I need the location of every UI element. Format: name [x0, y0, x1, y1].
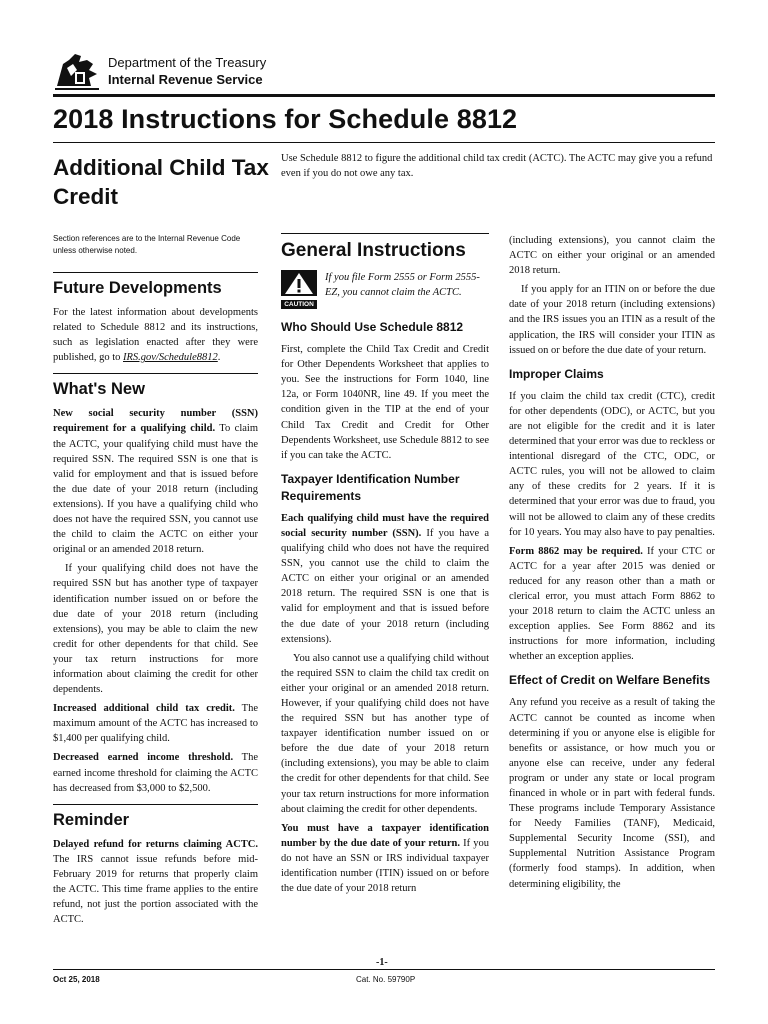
tin-other-paragraph: You also cannot use a qualifying child without the required SSN to claim the child tax credit on either your original or an amended 2018 return. However, if your qualifying child does not have the required SSN but has another type of taxpayer identification number issued on or before the due date of your 2018 return (including extensions), you may be able to claim the credit for other dependents for that child. See your tax return instructions for more information about claiming the credit for other dependents.: [281, 652, 489, 815]
decreased-threshold-paragraph: [53, 750, 258, 795]
future-developments-text: [53, 305, 258, 365]
form8862-paragraph: [509, 544, 715, 665]
caution-badge: [281, 270, 317, 309]
section-references-note: Section references are to the Internal Revenue Code unless otherwise noted.: [53, 234, 241, 255]
increased-credit-text: The maximum amount of the ACTC has increased to $1,400 per qualifying child.: [53, 703, 258, 745]
header-rule: [53, 94, 715, 97]
catalog-number: Cat. No. 59790P: [356, 975, 416, 984]
ssn-requirement-text: To claim the ACTC, your qualifying child must have the required SSN. The required SSN is one that is valid for employment and that is issued before the due date of your 2018 return (including extensions). If you have a qualifying child who does not have the required SSN, you cannot use the child to claim the ACTC on either your original or an amended 2018 return.: [53, 423, 258, 556]
form8862-lead: Form 8862 may be required.: [509, 545, 643, 557]
tin-due-date-paragraph: [281, 821, 489, 896]
future-developments-heading: Future Developments: [53, 272, 258, 299]
increased-credit-paragraph: [53, 701, 258, 746]
tin-ssn-lead: Each qualifying child must have the required social security number (SSN).: [281, 512, 489, 539]
itin-paragraph: If you apply for an ITIN on or before the due date of your 2018 return (including extensions) and the IRS issues you an ITIN as a result of the application, the IRS will consider your ITIN as issued on or before the due date of your return.: [509, 284, 715, 356]
welfare-benefits-heading: Effect of Credit on Welfare Benefits: [509, 673, 711, 688]
tin-requirements-heading: Taxpayer Identification Number Requirements: [281, 471, 460, 503]
delayed-refund-paragraph: [53, 837, 258, 928]
tin-due-date-text: If you do not have an SSN or IRS individual taxpayer identification number (ITIN) issued on or before the due date of your 2018 return: [281, 837, 490, 895]
reminder-heading: Reminder: [53, 804, 258, 831]
footer-rule: [53, 969, 715, 970]
document-subtitle: Additional Child Tax Credit: [53, 155, 269, 209]
agency-line-1: Department of the Treasury: [108, 55, 267, 70]
tin-due-date-lead: You must have a taxpayer identification number by the due date of your return.: [281, 822, 489, 849]
column-1: [53, 264, 258, 931]
title-rule: [53, 142, 715, 143]
irs-eagle-icon: [53, 50, 101, 92]
intro-paragraph: Use Schedule 8812 to figure the additional child tax credit (ACTC). The ACTC may give you a refund even if you do not owe any tax.: [281, 153, 713, 179]
caution-box: [281, 270, 489, 309]
decreased-threshold-lead: Decreased earned income threshold.: [53, 752, 234, 764]
tin-ssn-text: If you have a qualifying child who does not have the required SSN, you cannot use the child to claim the ACTC on either your original or an amended 2018 return. The required SSN is one that is valid for employment and that is issued before the due date of your 2018 return (including extensions).: [281, 527, 489, 645]
who-should-use-heading: Who Should Use Schedule 8812: [281, 320, 464, 335]
ssn-other-tin-paragraph: If your qualifying child does not have the required SSN but has another type of taxpayer identification number issued on or before the due date of your 2018 return (including extensions), you may be able to claim the new credit for other dependents for that child. See your tax return instructions for more information about claiming the credit for other dependents.: [53, 563, 258, 696]
future-text-end: .: [217, 352, 221, 364]
whats-new-heading: What's New: [53, 373, 258, 400]
caution-label: CAUTION: [281, 300, 317, 309]
delayed-refund-lead: Delayed refund for returns claiming ACTC.: [53, 838, 258, 850]
improper-claims-text: If you claim the child tax credit (CTC), credit for other dependents (ODC), or ACTC, but you are not eligible for the credit and it is later determined that your error was due to reckless or intentional disregard of the CTC, ODC, or ACTC rules, you will not be allowed to claim any of these credits for 2 years. If it is determined that your error was due to fraud, you will not be allowed to claim any of these credits for 10 years. You may also have to pay penalties.: [509, 390, 715, 538]
welfare-benefits-text: Any refund you receive as a result of taking the ACTC cannot be counted as income when determining if you or anyone else is eligible for benefits or assistance, or how much you or anyone else can receive, under any federal program or under any state or local program financed in whole or in part with federal funds. These programs include Temporary Assistance for Needy Families (TANF), Medicaid, Supplemental Security Income (SSI), and Supplemental Nutrition Assistance Program (formerly food stamps). In addition, when determining eligibility, the: [509, 697, 715, 890]
who-should-use-text: First, complete the Child Tax Credit and Credit for Other Dependents Worksheet that applies to you. See the instructions for Form 1040, line 12a, or Form 1040NR, line 49. If you meet the condition given in the TIP at the end of your Child Tax Credit and Credit for Other Dependents Worksheet, use Schedule 8812 to see if you can take the ACTC.: [281, 344, 489, 461]
caution-text: If you file Form 2555 or Form 2555-EZ, you cannot claim the ACTC.: [325, 272, 480, 298]
document-title: 2018 Instructions for Schedule 8812: [53, 104, 518, 134]
ssn-requirement-paragraph: [53, 406, 258, 557]
ssn-requirement-lead: New social security number (SSN) requirement for a qualifying child.: [53, 408, 258, 435]
increased-credit-lead: Increased additional child tax credit.: [53, 703, 235, 715]
future-text: For the latest information about developments related to Schedule 8812 and its instructions, such as legislation enacted after they were published, go to: [53, 307, 258, 364]
revision-date: Oct 25, 2018: [53, 975, 100, 984]
page-number: -1-: [376, 957, 388, 968]
tin-ssn-paragraph: [281, 511, 489, 647]
schedule8812-link[interactable]: IRS.gov/Schedule8812: [123, 352, 218, 364]
continued-paragraph: (including extensions), you cannot claim the ACTC on either your original or an amended 2018 return.: [509, 235, 715, 277]
general-instructions-heading: General Instructions: [281, 233, 489, 262]
delayed-refund-text: The IRS cannot issue refunds before mid-February 2019 for returns that properly claim the ACTC. This time frame applies to the entire refund, not just the portion associated with the ACTC.: [53, 853, 258, 926]
form8862-text: If your CTC or ACTC for a year after 2015 was denied or reduced for any reason other than a math or clerical error, you must attach Form 8862 to your 2018 return to claim the ACTC unless an exception applies. See Form 8862 and its instructions for more information, including whether an exception applies.: [509, 545, 715, 663]
column-3: [509, 233, 715, 896]
improper-claims-heading: Improper Claims: [509, 366, 604, 381]
column-2: [281, 233, 489, 900]
agency-line-2: Internal Revenue Service: [108, 72, 263, 87]
caution-triangle-icon: [281, 270, 317, 296]
decreased-threshold-text: The earned income threshold for claiming the ACTC has decreased from $3,000 to $2,500.: [53, 752, 258, 794]
agency-name: [108, 54, 266, 88]
